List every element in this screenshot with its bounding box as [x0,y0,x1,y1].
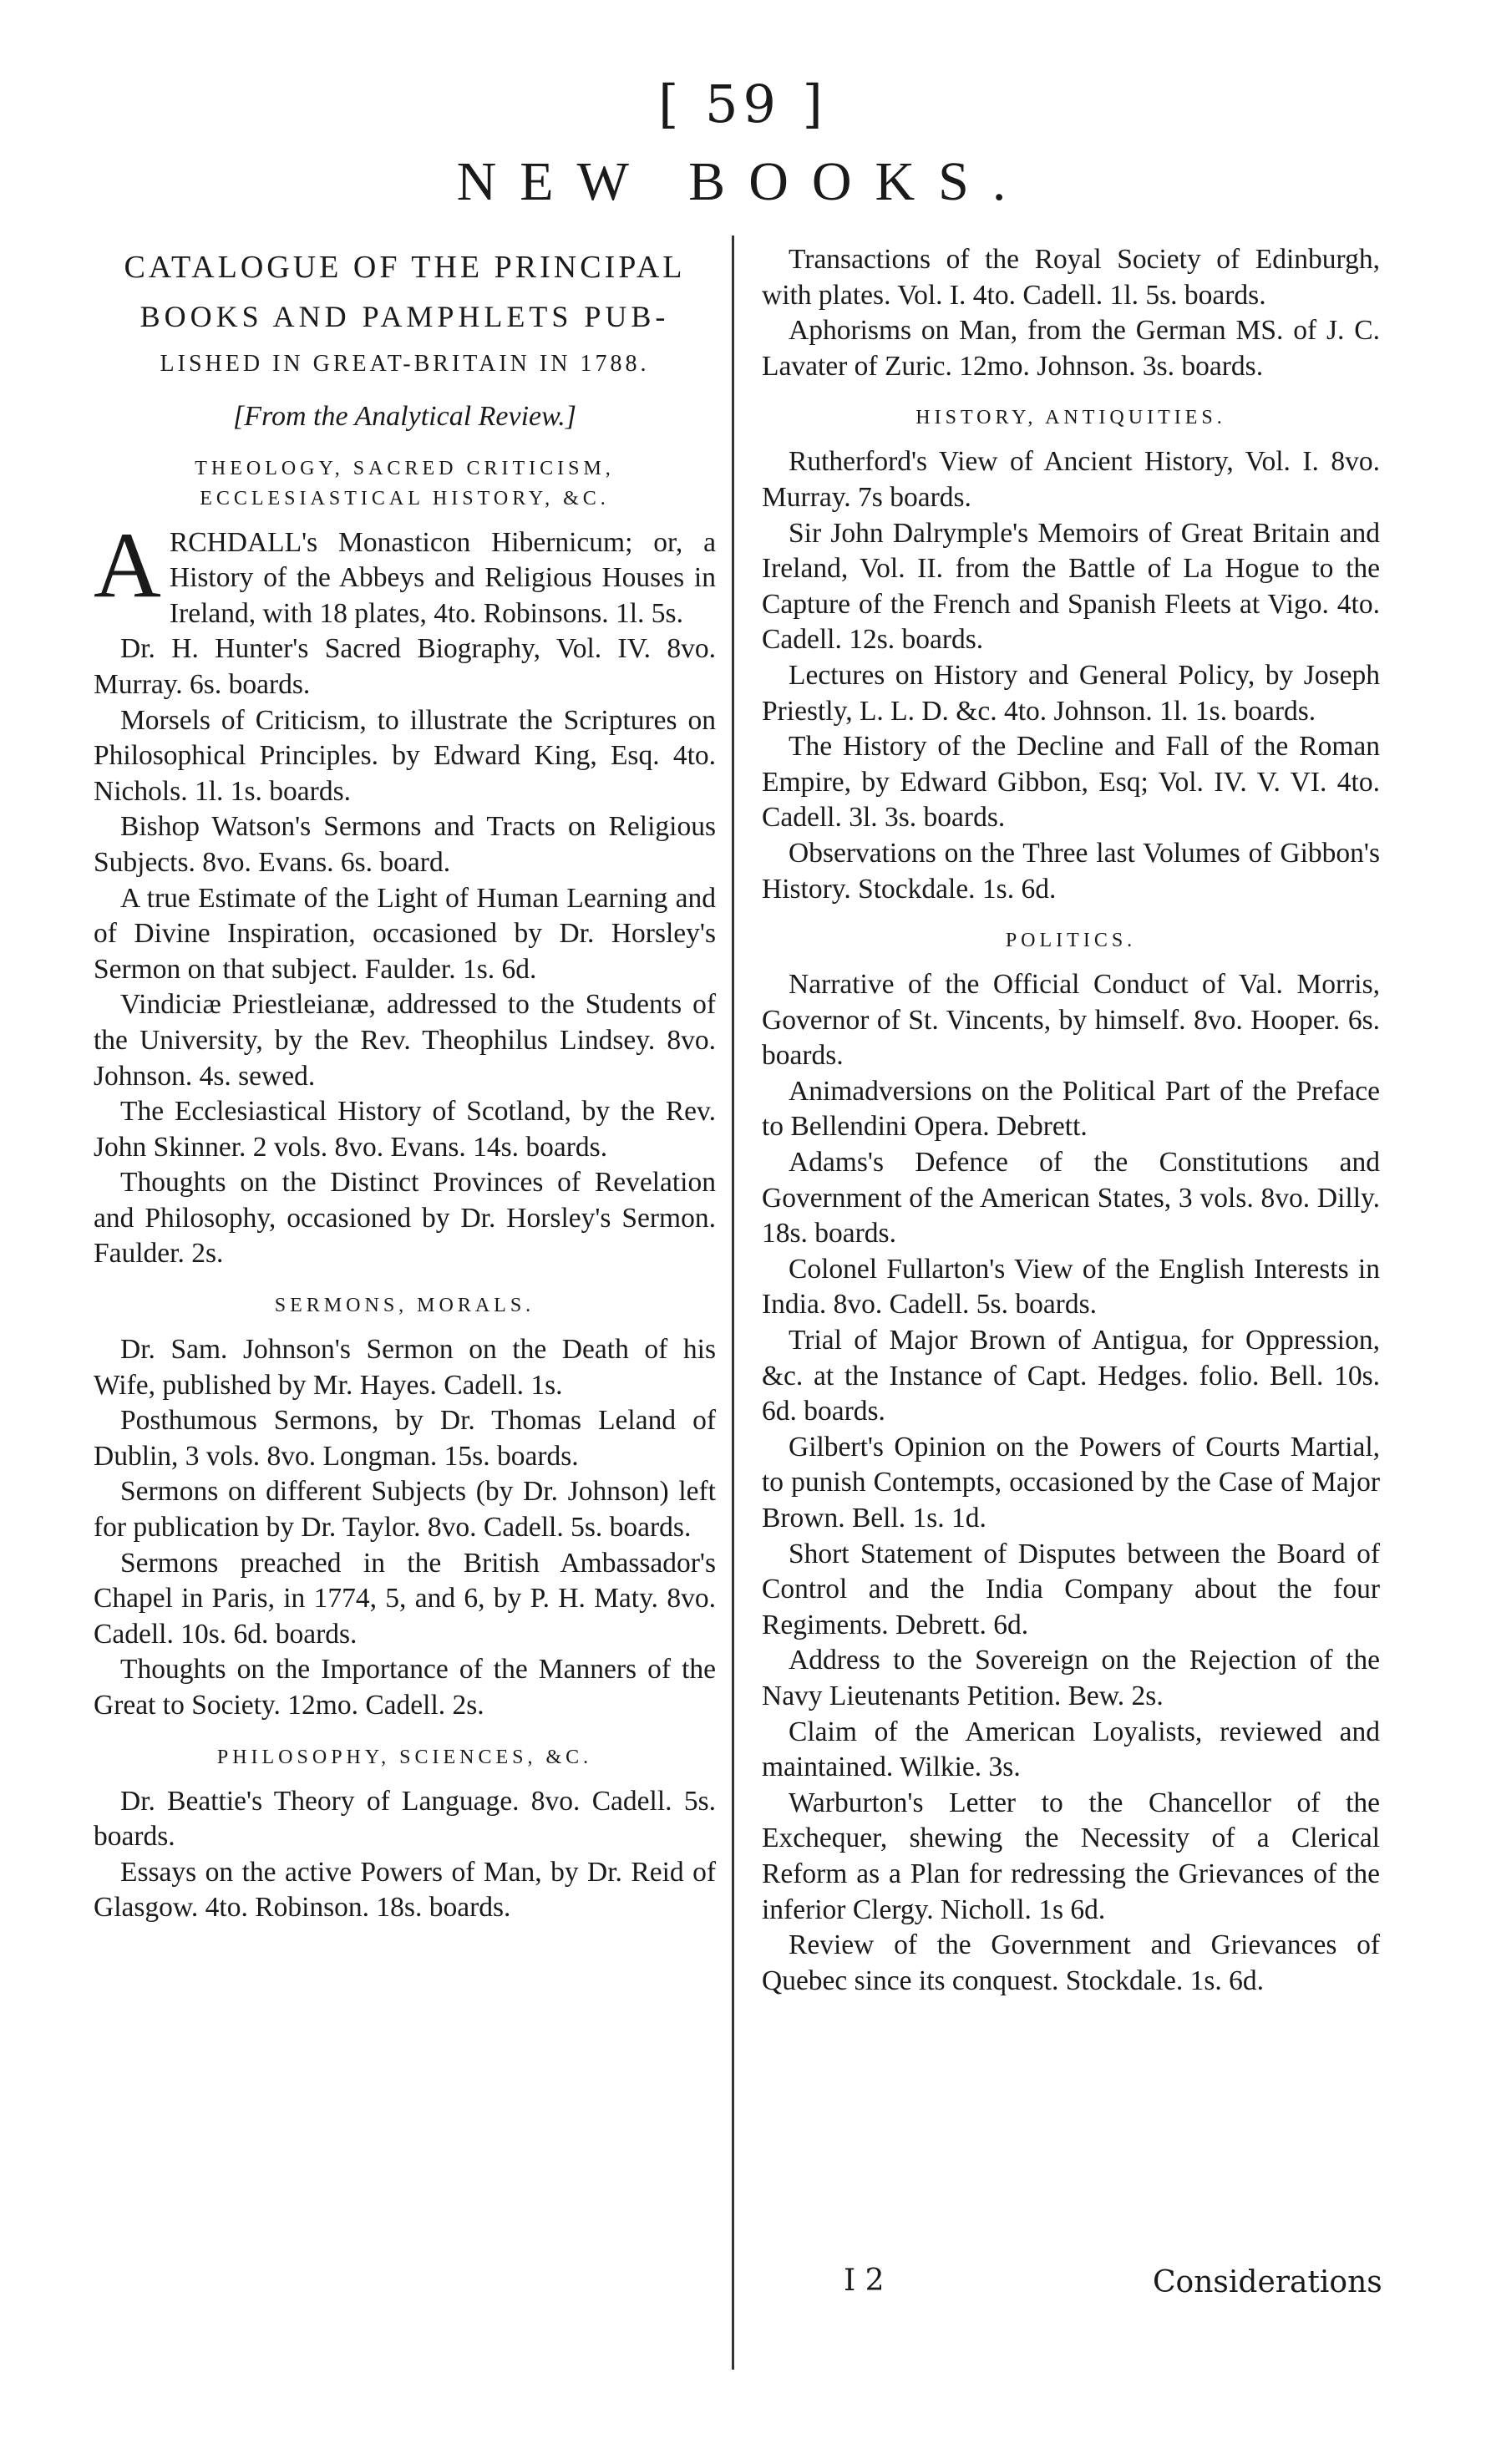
section-heading-politics: POLITICS. [1005,930,1137,952]
entry: Essays on the active Powers of Man, by Dr. Reid of Glasgow. 4to. Robinson. 18s. boards. [94,1856,716,1924]
entry: Dr. Sam. Johnson's Sermon on the Death of his Wife, published by Mr. Hayes. Cadell. 1s. [94,1334,716,1401]
entry: Gilbert's Opinion on the Powers of Courts Martial, to punish Contempts, occasioned by the Case of Major Brown. Bell. 1s. 1d. [762,1431,1380,1534]
entry: Short Statement of Disputes between the Board of Control and the India Company about the four Regiments. Debrett. 6d. [762,1538,1380,1640]
entry: Sermons preached in the British Ambassador's Chapel in Paris, in 1774, 5, and 6, by P. H. Maty. 8vo. Cadell. 10s. 6d. boards. [94,1547,716,1650]
entry: Warburton's Letter to the Chancellor of the Exchequer, shewing the Necessity of a Clerical Reform as a Plan for redressing the Grievances of the inferior Clergy. Nicholl. 1s 6d. [762,1787,1380,1925]
entry: Bishop Watson's Sermons and Tracts on Religious Subjects. 8vo. Evans. 6s. board. [94,811,716,878]
entry: The History of the Decline and Fall of the Roman Empire, by Edward Gibbon, Esq; Vol. IV. V. VI. 4to. Cadell. 3l. 3s. boards. [762,731,1380,834]
entry: Thoughts on the Importance of the Manners of the Great to Society. 12mo. Cadell. 2s. [94,1654,716,1721]
entry: Review of the Government and Grievances of Quebec since its conquest. Stockdale. 1s. 6d. [762,1929,1380,1996]
column-divider [732,236,734,2370]
entry: Dr. H. Hunter's Sacred Biography, Vol. IV. 8vo. Murray. 6s. boards. [94,633,716,700]
catalogue-line-3: LISHED IN GREAT-BRITAIN IN 1788. [160,351,650,377]
entry: Trial of Major Brown of Antigua, for Oppression, &c. at the Instance of Capt. Hedges. folio. Bell. 10s. 6d. boards. [762,1325,1380,1427]
right-column [762,242,1380,1999]
entry: Colonel Fullarton's View of the English Interests in India. 8vo. Cadell. 5s. boards. [762,1253,1380,1321]
page-title: NEW BOOKS. [456,151,1030,212]
entry: Dr. Beattie's Theory of Language. 8vo. Cadell. 5s. boards. [94,1785,716,1853]
entry: Thoughts on the Distinct Provinces of Revelation and Philosophy, occasioned by Dr. Horsley's Sermon. Faulder. 2s. [94,1167,716,1270]
left-column [94,242,716,1926]
section-heading-sermons: SERMONS, MORALS. [274,1295,535,1317]
catalogue-heading [94,242,716,388]
entry: Sermons on different Subjects (by Dr. Johnson) left for publication by Dr. Taylor. 8vo. Cadell. 5s. boards. [94,1476,716,1544]
entry: Animadversions on the Political Part of the Preface to Bellendini Opera. Debrett. [762,1075,1380,1143]
entry [94,513,716,632]
entry: A true Estimate of the Light of Human Learning and of Divine Inspiration, occasioned by Dr. Horsley's Sermon on that subject. Faulder. 1s. 6d. [94,882,716,985]
entry-text: RCHDALL's Monasticon Hibernicum; or, a History of the Abbeys and Religious Houses in Ireland, with 18 plates, 4to. Robinsons. 1l. 5s. [169,526,716,629]
section-heading-theology: THEOLOGY, SACRED CRITICISM, ECCLESIASTICAL HISTORY, &C. [195,457,615,510]
entry: Lectures on History and General Policy, by Joseph Priestly, L. L. D. &c. 4to. Johnson. 1l. 1s. boards. [762,659,1380,727]
entry: Address to the Sovereign on the Rejection of the Navy Lieutenants Petition. Bew. 2s. [762,1645,1380,1711]
entry: The Ecclesiastical History of Scotland, by the Rev. John Skinner. 2 vols. 8vo. Evans. 14s. boards. [94,1096,716,1163]
page-number: [ 59 ] [658,74,828,134]
entry: Claim of the American Loyalists, reviewed and maintained. Wilkie. 3s. [762,1716,1380,1783]
signature-mark: I 2 [844,2264,885,2298]
entry: Narrative of the Official Conduct of Val. Morris, Governor of St. Vincents, by himself. 8vo. Hooper. 6s. boards. [762,969,1380,1072]
entry: Adams's Defence of the Constitutions and Government of the American States, 3 vols. 8vo. Dilly. 18s. boards. [762,1147,1380,1250]
entry: Observations on the Three last Volumes of Gibbon's History. Stockdale. 1s. 6d. [762,837,1380,905]
entry: Aphorisms on Man, from the German MS. of J. C. Lavater of Zuric. 12mo. Johnson. 3s. boards. [762,315,1380,382]
catalogue-line-2: BOOKS AND PAMPHLETS PUB- [139,300,670,333]
entry: Transactions of the Royal Society of Edinburgh, with plates. Vol. I. 4to. Cadell. 1l. 5s. boards. [762,244,1380,311]
entry: Sir John Dalrymple's Memoirs of Great Britain and Ireland, Vol. II. from the Battle of La Hogue to the Capture of the French and Spanish Fleets at Vigo. 4to. Cadell. 12s. boards. [762,517,1380,656]
drop-cap: A [94,513,161,617]
section-heading-history: HISTORY, ANTIQUITIES. [915,407,1226,429]
catalogue-line-1: CATALOGUE OF THE PRINCIPAL [124,250,686,285]
section-heading-philosophy: PHILOSOPHY, SCIENCES, &C. [216,1746,593,1768]
entry: Vindiciæ Priestleianæ, addressed to the Students of the University, by the Rev. Theophilus Lindsey. 8vo. Johnson. 4s. sewed. [94,989,716,1092]
entry: Rutherford's View of Ancient History, Vol. I. 8vo. Murray. 7s boards. [762,446,1380,513]
source-note: [From the Analytical Review.] [232,401,577,432]
entry: Morsels of Criticism, to illustrate the Scriptures on Philosophical Principles. by Edward King, Esq. 4to. Nichols. 1l. 1s. boards. [94,704,716,807]
catchword: Considerations [1153,2265,1382,2299]
entry: Posthumous Sermons, by Dr. Thomas Leland of Dublin, 3 vols. 8vo. Longman. 15s. boards. [94,1405,716,1472]
